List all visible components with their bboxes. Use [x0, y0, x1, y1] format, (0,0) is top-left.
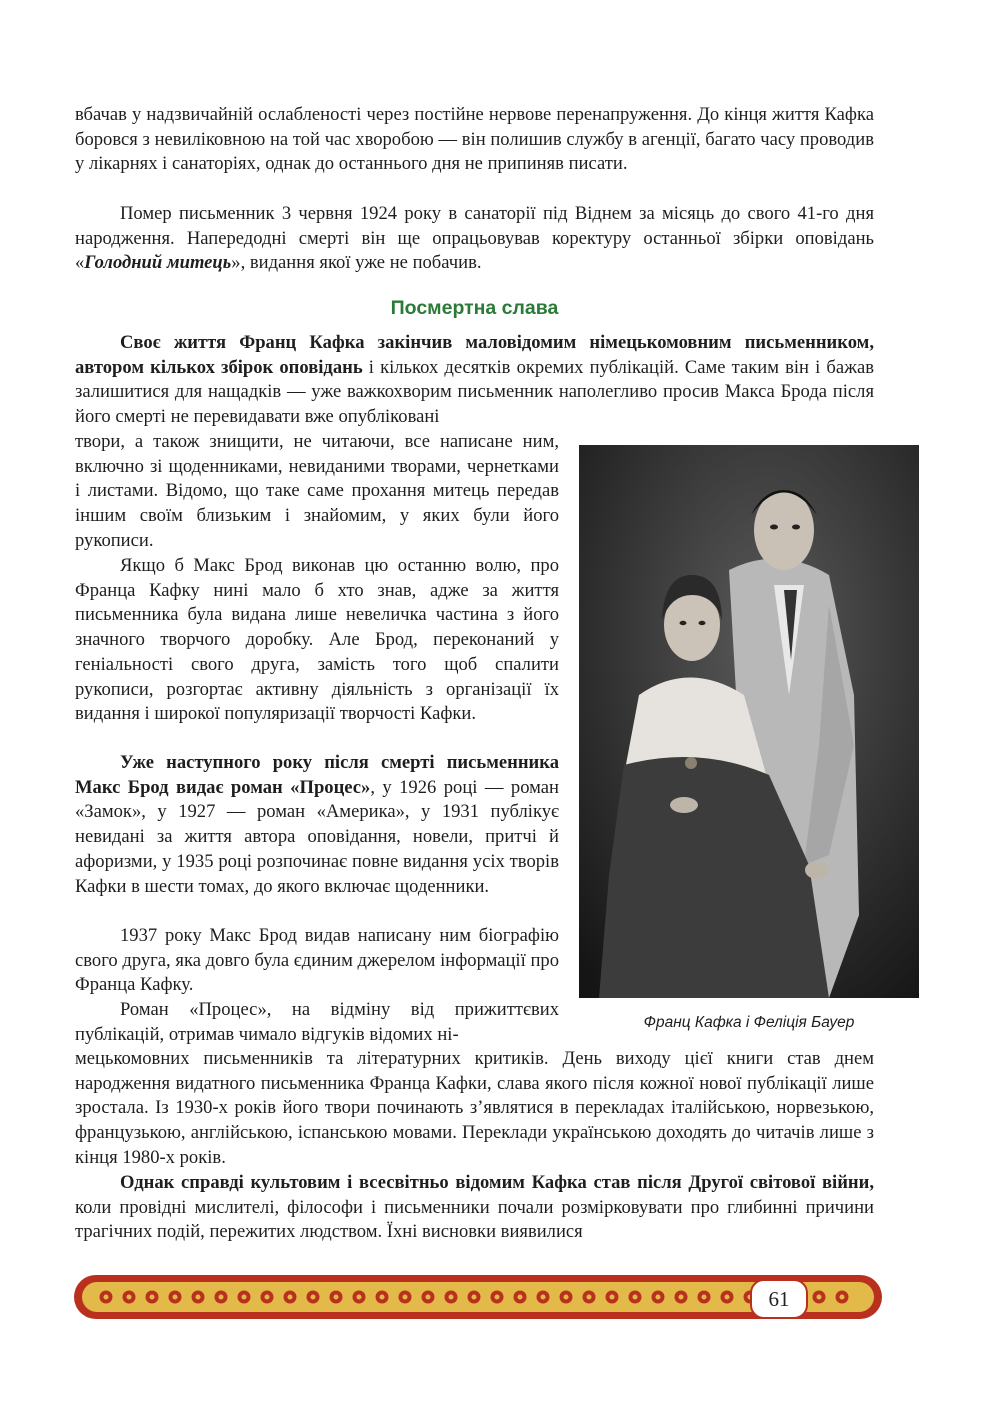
- ornament-flower-center: [541, 1295, 546, 1300]
- ornament-flower-center: [334, 1295, 339, 1300]
- page-number: 61: [750, 1279, 808, 1319]
- ornament-flower-center: [219, 1295, 224, 1300]
- paragraph-4-text: Якщо б Макс Брод виконав цю останню волю, про Франца Кафку нині мало б хто знав, адже за життя письменника була видана лише невеличка частина з його значного творчого доробку. Але Брод, переконаний у геніальності свого друга, замість того щоб спалити рукописи, розгортає активну діяльність з організації їх видання і широкої популяризації творчості Кафки.: [75, 555, 559, 725]
- paragraph-7-text-b: мецькомовних письменників та літературних критиків. День виходу цієї книги став днем народження видатного письменника Франца Кафки, слава якого після кожної нової публікації лише зростала. Із 1930-х років його твори починають з’являтися в перекладах італійською, норвезькою, французькою, англійською, іспанською мовами. Переклади українською доходять до читачів лише з кінця 1980-х років.: [75, 1048, 874, 1168]
- ornament-flower-center: [495, 1295, 500, 1300]
- ornament-flower-center: [196, 1295, 201, 1300]
- ornament-flower-center: [357, 1295, 362, 1300]
- ornament-flower-center: [633, 1295, 638, 1300]
- ornament-flower-center: [840, 1295, 845, 1300]
- ornament-flower-center: [242, 1295, 247, 1300]
- paragraph-6-text: 1937 року Макс Брод видав написану ним біографію свого друга, яка довго була єдиним джерелом інформації про Франца Кафку.: [75, 925, 559, 996]
- paragraph-6: [75, 924, 559, 998]
- ornament-flower-center: [679, 1295, 684, 1300]
- ornament-flower-center: [449, 1295, 454, 1300]
- ornament-flower-center: [702, 1295, 707, 1300]
- paragraph-8: [75, 1171, 874, 1245]
- paragraph-7: [75, 998, 559, 1047]
- ornament-flower-center: [564, 1295, 569, 1300]
- paragraph-1: [75, 103, 874, 177]
- paragraph-5: [75, 751, 559, 899]
- paragraph-2-text-a: Помер письменник 3 червня 1924 року в санаторії під Віднем за місяць до свого 41-го дня народження. Напередодні смерті він ще опрацьовував коректуру останньої збірки оповідань «: [75, 203, 874, 274]
- ornament-flower-center: [725, 1295, 730, 1300]
- ornament-flower-center: [587, 1295, 592, 1300]
- paragraph-5-bold: Уже наступного року після смерті письменника Макс Брод видає роман «Процес»: [75, 752, 559, 798]
- ornament-flower-center: [311, 1295, 316, 1300]
- ornament-flower-center: [426, 1295, 431, 1300]
- paragraph-7-text-a: Роман «Процес», на відміну від прижиттєвих публікацій, отримав чимало відгуків відомих ні-: [75, 999, 559, 1045]
- photo-caption: Франц Кафка і Феліція Бауер: [643, 1014, 855, 1031]
- ornament-flower-center: [472, 1295, 477, 1300]
- ornament-flower-center: [817, 1295, 822, 1300]
- photo-illustration: [579, 445, 919, 998]
- book-title-hungry-artist: Голодний митець: [84, 252, 232, 274]
- ornament-flower-center: [173, 1295, 178, 1300]
- paragraph-8-bold: Однак справді культовим і всесвітньо відомим Кафка став після Другої світової війни,: [120, 1172, 874, 1193]
- ornament-flower-center: [380, 1295, 385, 1300]
- ornament-flower-center: [656, 1295, 661, 1300]
- paragraph-2: [75, 202, 874, 276]
- ornament-flower-center: [150, 1295, 155, 1300]
- section-heading: Посмертна слава: [390, 297, 559, 319]
- paragraph-2-text-b: », видання якої уже не побачив.: [231, 252, 482, 274]
- ornament-flower-center: [265, 1295, 270, 1300]
- ornament-flower-center: [610, 1295, 615, 1300]
- ornament-flower-center: [403, 1295, 408, 1300]
- ornament-flower-center: [288, 1295, 293, 1300]
- paragraph-1-text: вбачав у надзвичайній ослабленості через постійне нервове перенапруження. До кінця життя Кафка боровся з невиліковною на той час хворобою — він полишив службу в агенції, багато часу проводив у лікарнях і санаторіях, однак до останнього дня не припиняв писати.: [75, 104, 874, 175]
- paragraph-3-text-a: і кількох десятків окремих публікацій. Саме таким він і бажав залишитися для нащадків — уже важкохворим письменник наполегливо просив Макса Брода після його смерті не перевидавати вже опубліковані: [75, 356, 874, 428]
- ornament-flower-center: [104, 1295, 109, 1300]
- paragraph-3-bold: Своє життя Франц Кафка закінчив маловідомим німецькомовним письменником, автором кількох збірок оповідань: [75, 332, 874, 378]
- paragraph-5-text: , у 1926 році — роман «Замок», у 1927 — роман «Америка», у 1931 публікує невидані за життя автора оповідання, новели, притчі й афоризми, у 1935 році розпочинає повне видання усіх творів Кафки в шести томах, до якого включає щоденники.: [75, 776, 559, 897]
- paragraph-7-continued: [75, 1047, 874, 1171]
- paragraph-8-text: коли провідні мислителі, філософи і письменники почали розмірковувати про глибинні причини трагічних подій, пережитих людством. Їхні висновки виявилися: [75, 1196, 874, 1243]
- paragraph-3: [75, 331, 874, 430]
- photo-kafka-and-felice-bauer: [579, 445, 919, 998]
- paragraph-3-continued: [75, 430, 559, 554]
- ornament-flower-center: [518, 1295, 523, 1300]
- paragraph-3-text-b: твори, а також знищити, не читаючи, все написане ним, включно зі щоденниками, невиданими творами, чернетками і листами. Відомо, що таке саме прохання митець передав іншим своїм близьким і знайомим, у яких були його рукописи.: [75, 431, 559, 551]
- paragraph-4: [75, 554, 559, 727]
- ornament-flower-center: [127, 1295, 132, 1300]
